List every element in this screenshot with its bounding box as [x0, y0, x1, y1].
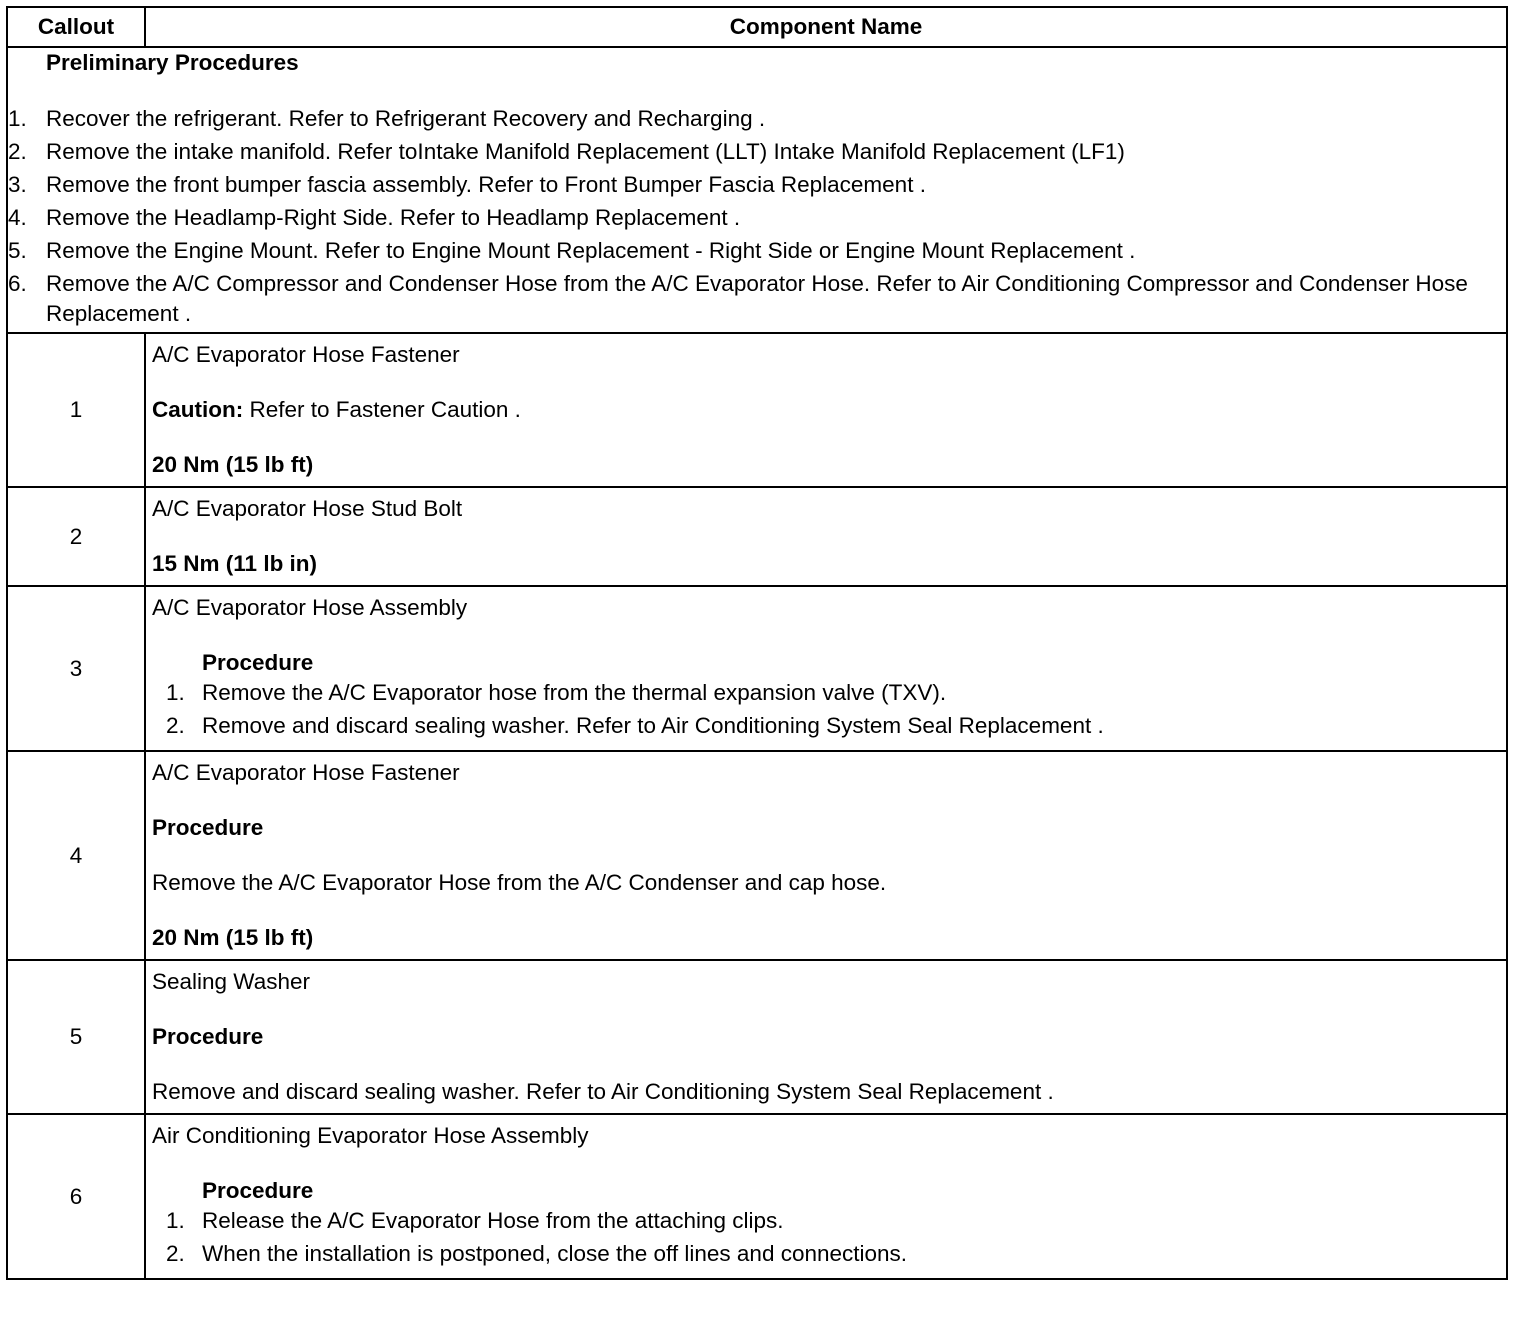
- procedure-text: Remove and discard sealing washer. Refer to Air Conditioning System Seal Replacement .: [152, 1079, 1054, 1104]
- callout-cell: 2: [7, 487, 145, 586]
- preliminary-steps: [8, 104, 1506, 329]
- callout-cell: 1: [7, 333, 145, 487]
- table-row: [7, 487, 1507, 586]
- list-item: [8, 137, 1506, 167]
- table-row: [7, 333, 1507, 487]
- step-number: 4.: [8, 205, 27, 230]
- preliminary-procedures: [7, 47, 1507, 333]
- component-name: A/C Evaporator Hose Assembly: [152, 595, 468, 620]
- torque-spec: 20 Nm (15 lb ft): [152, 925, 314, 950]
- procedure-text: Remove the A/C Evaporator Hose from the A/C Condenser and cap hose.: [152, 870, 887, 895]
- preliminary-row: [7, 47, 1507, 333]
- preliminary-title: Preliminary Procedures: [46, 50, 299, 75]
- step-text: Recover the refrigerant. Refer to Refrigerant Recovery and Recharging .: [46, 106, 766, 131]
- table-row: [7, 960, 1507, 1114]
- component-name: A/C Evaporator Hose Stud Bolt: [152, 496, 463, 521]
- step-number: 5.: [8, 238, 27, 263]
- list-item: [8, 203, 1506, 233]
- caution-line: [152, 395, 1500, 425]
- caution-label: Caution:: [152, 397, 244, 422]
- procedure-label: Procedure: [202, 650, 314, 675]
- list-item: [8, 104, 1506, 134]
- list-item: [152, 1206, 1500, 1236]
- step-number: 2.: [8, 139, 27, 164]
- callout-cell: 5: [7, 960, 145, 1114]
- component-cell: [145, 1114, 1507, 1279]
- header-callout: Callout: [7, 7, 145, 47]
- component-name: A/C Evaporator Hose Fastener: [152, 342, 460, 367]
- procedure-label: Procedure: [202, 1178, 314, 1203]
- list-item: [8, 170, 1506, 200]
- table-row: [7, 751, 1507, 960]
- step-number: 1.: [166, 680, 185, 705]
- step-text: Remove the intake manifold. Refer toIntake Manifold Replacement (LLT) Intake Manifold Replacement (LF1): [46, 139, 1125, 164]
- component-cell: [145, 333, 1507, 487]
- torque-spec: 15 Nm (11 lb in): [152, 551, 318, 576]
- step-text: Remove the Headlamp-Right Side. Refer to Headlamp Replacement .: [46, 205, 741, 230]
- component-cell: [145, 487, 1507, 586]
- step-text: Remove and discard sealing washer. Refer to Air Conditioning System Seal Replacement .: [202, 713, 1104, 738]
- list-item: [152, 1239, 1500, 1269]
- list-item: [8, 269, 1506, 329]
- step-number: 6.: [8, 271, 27, 296]
- component-table: [6, 6, 1508, 1280]
- table-row: [7, 586, 1507, 751]
- callout-cell: 4: [7, 751, 145, 960]
- header-row: [7, 7, 1507, 47]
- step-number: 1.: [8, 106, 27, 131]
- component-name: A/C Evaporator Hose Fastener: [152, 760, 460, 785]
- step-text: When the installation is postponed, close the off lines and connections.: [202, 1241, 908, 1266]
- step-number: 2.: [166, 1241, 185, 1266]
- procedure-label: Procedure: [152, 815, 264, 840]
- component-cell: [145, 960, 1507, 1114]
- table-row: [7, 1114, 1507, 1279]
- callout-cell: 6: [7, 1114, 145, 1279]
- caution-text: Refer to Fastener Caution .: [243, 397, 521, 422]
- step-text: Release the A/C Evaporator Hose from the attaching clips.: [202, 1208, 784, 1233]
- procedure-label: Procedure: [152, 1024, 264, 1049]
- step-text: Remove the A/C Evaporator hose from the thermal expansion valve (TXV).: [202, 680, 947, 705]
- step-number: 2.: [166, 713, 185, 738]
- component-name: Sealing Washer: [152, 969, 310, 994]
- component-name: Air Conditioning Evaporator Hose Assembly: [152, 1123, 589, 1148]
- component-cell: [145, 586, 1507, 751]
- component-cell: [145, 751, 1507, 960]
- list-item: [152, 678, 1500, 708]
- list-item: [8, 236, 1506, 266]
- step-number: 1.: [166, 1208, 185, 1233]
- torque-spec: 20 Nm (15 lb ft): [152, 452, 314, 477]
- callout-cell: 3: [7, 586, 145, 751]
- step-text: Remove the A/C Compressor and Condenser Hose from the A/C Evaporator Hose. Refer to Air Conditioning Compressor and Condenser Hose Replacement .: [46, 271, 1468, 326]
- list-item: [152, 711, 1500, 741]
- procedure-steps: [152, 678, 1500, 741]
- step-text: Remove the front bumper fascia assembly. Refer to Front Bumper Fascia Replacement .: [46, 172, 926, 197]
- header-component-name: Component Name: [145, 7, 1507, 47]
- step-number: 3.: [8, 172, 27, 197]
- procedure-steps: [152, 1206, 1500, 1269]
- step-text: Remove the Engine Mount. Refer to Engine Mount Replacement - Right Side or Engine Mount Replacement .: [46, 238, 1136, 263]
